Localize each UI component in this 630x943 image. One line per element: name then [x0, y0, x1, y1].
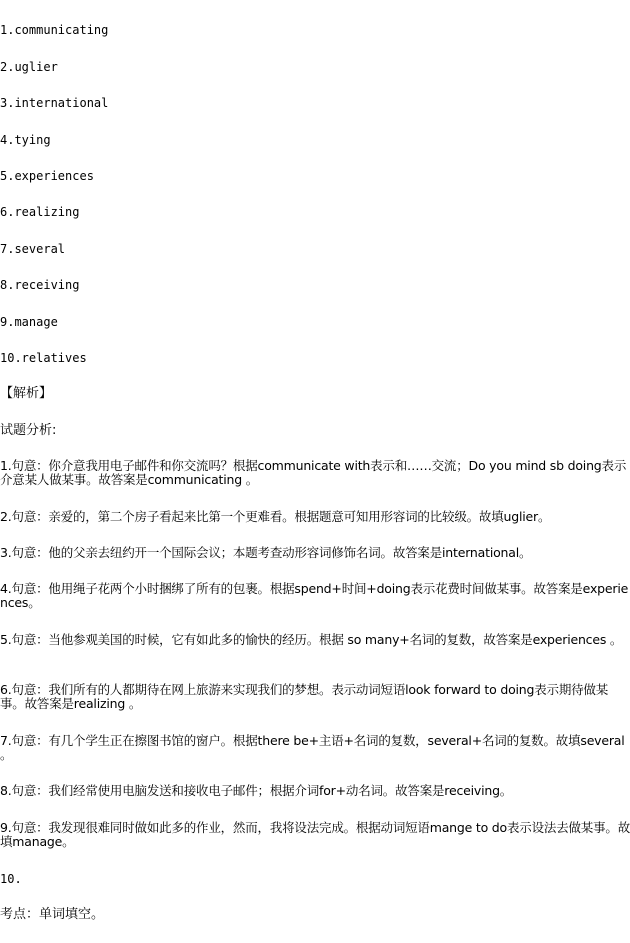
- explanation-7: 7.句意：有几个学生正在擦图书馆的窗户。根据there be+主语+名词的复数，several+名词的复数。故填several 。: [0, 733, 625, 762]
- answer-line-9: 9.manage: [0, 315, 58, 329]
- answer-line-10: 10.relatives: [0, 351, 87, 365]
- answer-line-5: 5.experiences: [0, 169, 94, 183]
- analysis-intro: 试题分析:: [0, 423, 57, 438]
- answer-line-3: 3.international: [0, 96, 109, 110]
- explanation-10: 10.: [0, 872, 22, 886]
- explanation-2: 2.句意：亲爱的，第二个房子看起来比第一个更难看。根据题意可知用形容词的比较级。故填uglier。: [0, 509, 551, 524]
- answer-line-1: 1.communicating: [0, 23, 109, 37]
- explanation-3: 3.句意：他的父亲去纽约开一个国际会议；本题考查动形容词修饰名词。故答案是international。: [0, 545, 532, 560]
- kaodian-line: 考点：单词填空。: [0, 907, 105, 922]
- explanation-4: 4.句意：他用绳子花两个小时捆绑了所有的包裹。根据spend+时间+doing表示花费时间做某事。故答案是experiences。: [0, 581, 629, 610]
- explanation-9: 9.句意：我发现很难同时做如此多的作业，然而，我将设法完成。根据动词短语mange to do表示设法去做某事。故填manage。: [0, 820, 630, 849]
- answer-line-2: 2.uglier: [0, 60, 58, 74]
- answer-line-8: 8.receiving: [0, 278, 80, 292]
- answer-line-7: 7.several: [0, 242, 66, 256]
- explanation-5: 5.句意：当他参观美国的时候，它有如此多的愉快的经历。根据 so many+名词的复数，故答案是experiences 。: [0, 632, 623, 647]
- answer-line-4: 4.tying: [0, 133, 51, 147]
- answer-line-6: 6.realizing: [0, 205, 80, 219]
- explanation-6: 6.句意：我们所有的人都期待在网上旅游来实现我们的梦想。表示动词短语look forward to doing表示期待做某事。故答案是realizing 。: [0, 682, 609, 711]
- analysis-heading: 【解析】: [0, 386, 53, 401]
- explanation-1: 1.句意：你介意我用电子邮件和你交流吗？根据communicate with表示和……交流；Do you mind sb doing表示介意某人做某事。故答案是communicating 。: [0, 458, 627, 487]
- explanation-8: 8.句意：我们经常使用电脑发送和接收电子邮件；根据介词for+动名词。故答案是receiving。: [0, 783, 513, 798]
